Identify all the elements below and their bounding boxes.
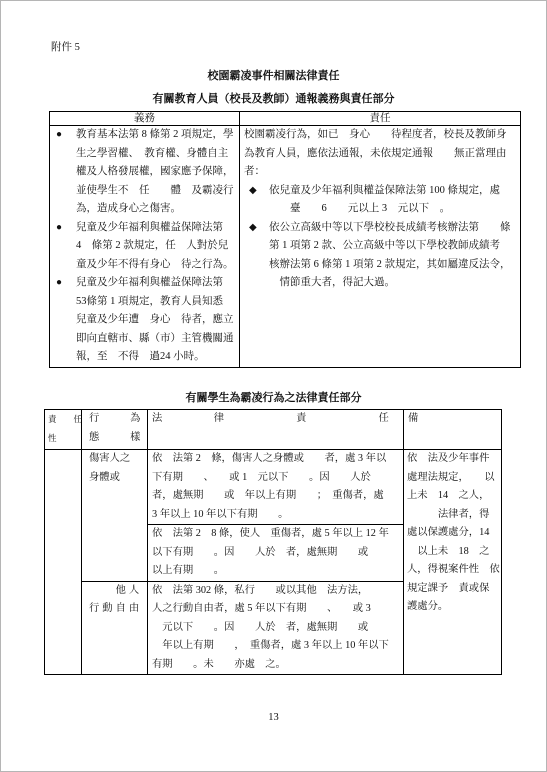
obligation-cell xyxy=(50,126,240,368)
liability-text: 依公立高級中等以下學校校長成績考核辦法第 條 第 1 項第 2 款、公立高級中等以下學校教師成績考 核辦法第 6 條第 1 項第 2 款規定，其如屬違反法令， 情節重大者，得記大過。 xyxy=(269,221,511,288)
header-responsibility-type: 責 任 性 xyxy=(45,410,82,450)
header-obligation: 義務 xyxy=(50,112,240,126)
table-header-row xyxy=(45,410,502,450)
document-title: 校園霸凌事件相關法律責任 xyxy=(207,70,340,82)
table-row xyxy=(45,450,502,525)
liability-item xyxy=(244,182,519,219)
obligation-text: 教育基本法第 8 條第 2 項規定，學 生之學習權、 教育權、身體自主 權及人格發展權，國家應予保障， 並使學生不 任 體 及霸凌行 為，造成身心之傷害。 xyxy=(76,129,234,214)
bullet-diamond-icon xyxy=(244,182,269,219)
bullet-dot-icon xyxy=(56,126,76,219)
student-liability-table xyxy=(44,409,502,675)
law-cell: 依 法第 302 條，私行 或以其他 法方法， 人之行動自由者，處 5 年以下有期 、 或 3 元以下 。因 人於 者，處無期 或 年以上有期 ， 重傷者，處 3 年以上 10 年以下 有期 。未 亦處 之。 xyxy=(148,581,404,675)
table-row xyxy=(50,126,521,368)
bullet-dot-icon xyxy=(56,274,76,367)
header-liability: 責任 xyxy=(240,112,521,126)
header-behavior: 行 為 態 樣 xyxy=(82,410,148,450)
bullet-diamond-icon xyxy=(244,219,269,293)
liability-text: 依兒童及少年福利與權益保障法第 100 條規定，處 臺 6 元以上 3 元以下 。 xyxy=(269,184,500,214)
behavior-cell: 傷害人之 身體或 xyxy=(82,450,148,582)
bullet-dot-icon xyxy=(56,219,76,275)
responsibility-type-cell xyxy=(45,450,82,675)
header-remarks: 備 xyxy=(404,410,502,450)
liability-item xyxy=(244,219,519,293)
obligation-item xyxy=(56,219,238,275)
table-header-row xyxy=(50,112,521,126)
section1-subtitle: 有關教育人員（校長及教師）通報義務與責任部分 xyxy=(152,93,395,105)
law-cell: 依 法第 2 8 條，使人 重傷者，處 5 年以上 12 年 以下有期 。因 人於 者，處無期 或 以上有期 。 xyxy=(148,525,404,582)
section2-subtitle: 有關學生為霸凌行為之法律責任部分 xyxy=(185,392,362,404)
obligation-item xyxy=(56,126,238,219)
page-number: 13 xyxy=(268,712,279,723)
remarks-cell: 依 法及少年事件 處理法規定， 以 上未 14 之人， 法律者，得 處以保護處分，14 以上未 18 之 人，得視案件性 依 規定課予 責或保 護處分。 xyxy=(404,450,502,675)
liability-intro: 校園霸凌行為，如已 身心 待程度者，校長及教師身 為教育人員，應依法通報，未依規定通報 無正當理由 者： xyxy=(244,129,507,177)
law-cell: 依 法第 2 條，傷害人之身體或 者，處 3 年以 下有期 、 或 1 元以下 。因 人於 者，處無期 或 年以上有期 ； 重傷者，處 3 年以上 10 年以下有期 。 xyxy=(148,450,404,525)
attachment-label: 附件 5 xyxy=(51,42,80,53)
liability-cell xyxy=(240,126,521,368)
header-legal-liability: 法 律 責 任 xyxy=(148,410,404,450)
educator-duty-table xyxy=(49,111,521,368)
obligation-text: 兒童及少年福利與權益保障法第 53條第 1 項規定，教育人員知悉 兒童及少年遭 身心 待者，應立 即向直轄市、縣（市）主管機關通 報，至 不得 過24 小時。 xyxy=(76,277,234,362)
obligation-item xyxy=(56,274,238,367)
obligation-text: 兒童及少年福利與權益保障法第 4 條第 2 款規定，任 人對於兒 童及少年不得有身心 待之行為。 xyxy=(76,221,234,270)
behavior-cell: 他人 行動自由 xyxy=(82,581,148,675)
